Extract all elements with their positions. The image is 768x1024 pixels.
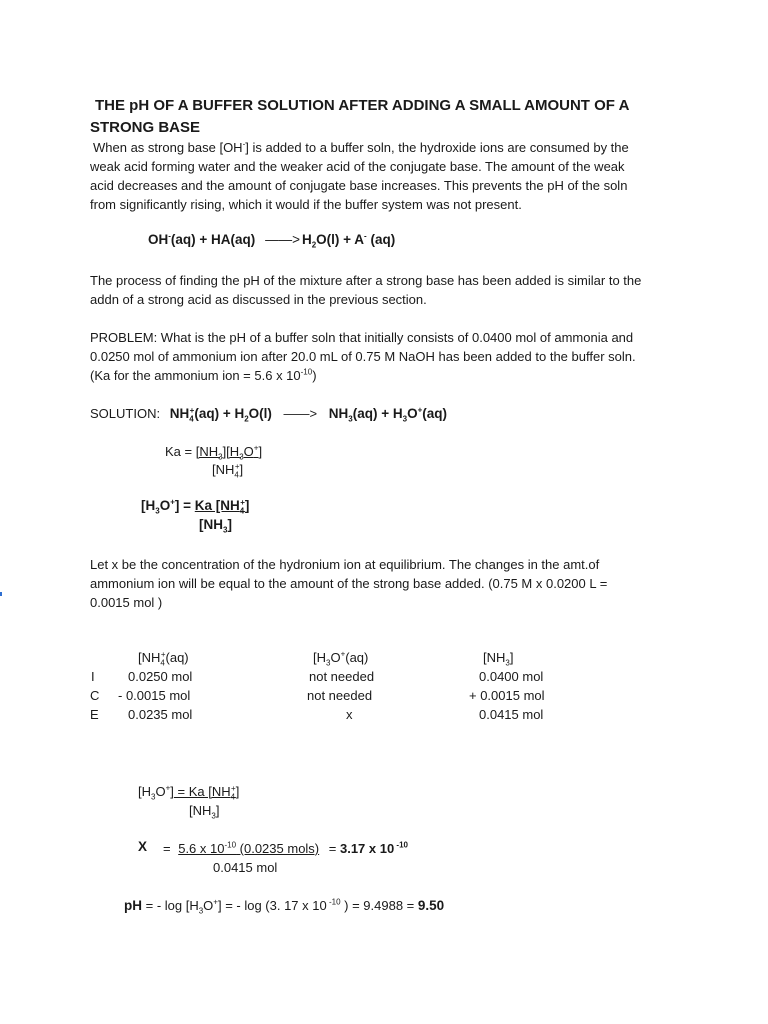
ice-cell: 0.0415 mol <box>479 707 544 722</box>
ice-header-h3o: [$H_3O^+(aq)$ <box>313 649 369 668</box>
ka-denominator: $[NH_4^+]$ <box>212 461 244 480</box>
solution-line: SOLUTION: $NH_4^+(aq) + H_2O(l)$ ——> $NH_3(aq) + H_3O^+(aq)$ <box>90 405 447 424</box>
ph-label: pH <box>124 898 142 913</box>
ice-row-label: C <box>90 688 100 703</box>
ice-row-label: I <box>91 669 95 684</box>
ice-header-nh3: $[NH_3]$ <box>483 650 514 668</box>
problem-line-3: (Ka for the ammonium ion = 5.6 x $10^{-10}$) <box>90 367 317 383</box>
title-line-2: STRONG BASE <box>90 119 201 136</box>
intro-line-2: weak acid forming water and the weaker acid of the conjugate base. The amount of the weak <box>90 159 625 174</box>
process-line-2: addn of a strong acid as discussed in the previous section. <box>90 292 427 307</box>
letx-line-2: ammonium ion will be equal to the amount of the strong base added. (0.75 M x 0.0200 L = <box>90 576 608 591</box>
h3o-2-numerator: = Ka $[NH_4^+]$ <box>173 783 240 802</box>
ka-numerator: $[NH_3][H_3O^+]$ <box>195 443 263 462</box>
ice-cell: x <box>346 707 353 722</box>
letx-line-1: Let x be the concentration of the hydronium ion at equilibrium. The changes in the amt.of <box>90 557 600 572</box>
reaction-equation: OH-(aq) + HA(aq) ——> $H_2O(l) + A^-$ (aq) <box>148 231 396 250</box>
ice-cell: - 0.0015 mol <box>118 688 191 703</box>
ice-cell: 0.0235 mol <box>128 707 193 722</box>
ka-expression: $Ka = [NH_3][H_3O^+]$ <box>165 443 263 462</box>
x-result: 3.17 x 10 $^{-10}$ <box>339 840 408 856</box>
title-line-1: THE pH OF A BUFFER SOLUTION AFTER ADDING A SMALL AMOUNT OF A <box>95 97 630 114</box>
x-label: X <box>138 839 148 854</box>
process-line-1: The process of finding the pH of the mixture after a strong base has been added is similar to the <box>90 273 642 288</box>
ice-cell: not needed <box>309 669 375 684</box>
solution-arrow: ——> <box>283 406 318 421</box>
ice-cell: 0.0250 mol <box>128 669 193 684</box>
h3o-denominator: $[NH_3]$ <box>199 517 232 535</box>
h3o-expression: $[H_3O^+] = Ka$ $[NH_4^+]$ <box>141 498 263 513</box>
intro-line-4: from significantly rising, which it would if the buffer system was not present. <box>90 197 522 212</box>
margin-marker <box>0 592 2 596</box>
ice-cell: + 0.0015 mol <box>469 688 545 703</box>
x-denominator: 0.0415 mol <box>213 860 278 875</box>
ph-equation: pH = - $\log [H_3O^+]$ = - log (3. 17 x 10 $^{-10}$ ) = 9.4988 = 9.50 <box>124 897 445 916</box>
ice-header-nh4: [$NH_4^+(aq)$ <box>138 649 189 668</box>
ph-result: 9.50 <box>417 898 445 913</box>
x-numerator: 5.6 x $10^{-10}$ (0.0235 mols) <box>178 840 320 856</box>
letx-line-3: 0.0015 mol ) <box>90 595 163 610</box>
problem-line-2: 0.0250 mol of ammonium ion after 20.0 mL of 0.75 M NaOH has been added to the buffer soln. <box>90 349 636 364</box>
problem-line-1: PROBLEM: What is the pH of a buffer soln that initially consists of 0.0400 mol of ammonia and <box>90 330 634 345</box>
h3o-expression-2: $[H_3O^+] = Ka$ $[NH_4^+]$ <box>138 783 240 802</box>
h3o-2-denominator: $[NH_3]$ <box>189 803 220 821</box>
ice-cell: not needed <box>307 688 373 703</box>
intro-line-3: acid decreases and the amount of conjugate base increases. This prevents the pH of the soln <box>90 178 628 193</box>
intro-line-1: When as strong base [OH-] is added to a buffer soln, the hydroxide ions are consumed by the <box>93 139 629 155</box>
ice-cell: 0.0400 mol <box>479 669 544 684</box>
reaction-arrow: ——> <box>265 232 300 247</box>
x-equation: = 5.6 x $10^{-10}$ (0.0235 mols) = 3.17 x 10 $^{-10}$ <box>163 840 408 856</box>
solution-label: SOLUTION: <box>90 406 161 421</box>
ice-row-label: E <box>90 707 99 722</box>
h3o-numerator: Ka $[NH_4^+]$ <box>194 497 250 516</box>
